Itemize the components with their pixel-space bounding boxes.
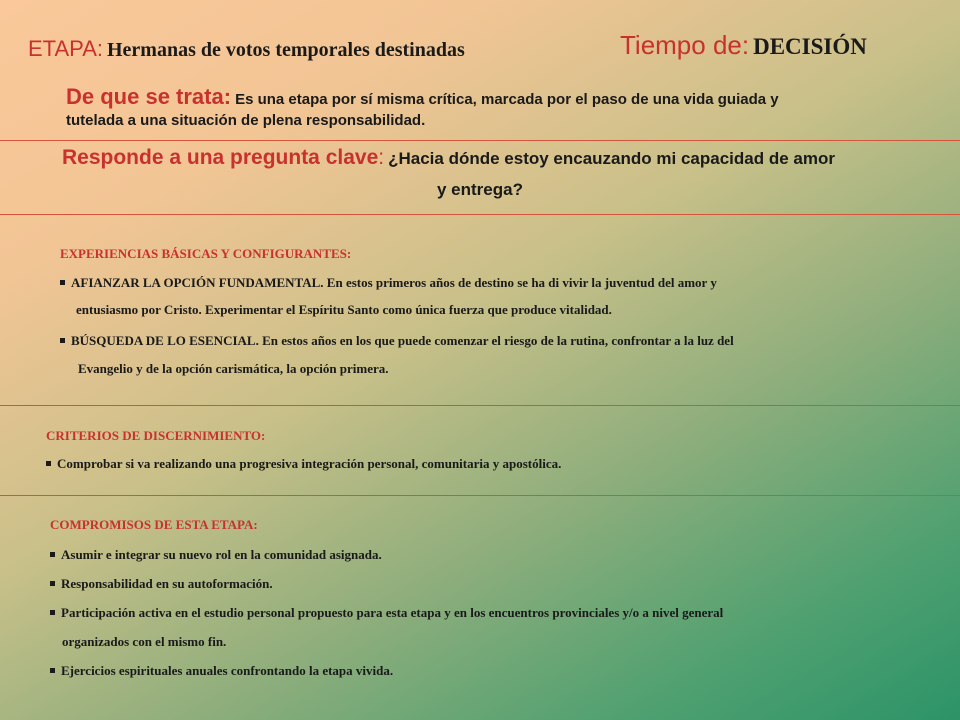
criterio-item-1: Comprobar si va realizando una progresiva integración personal, comunitaria y apostólica. <box>46 456 561 472</box>
compromiso-item-3-cont: organizados con el mismo fin. <box>62 634 227 649</box>
pregunta-line1 <box>62 146 835 170</box>
compromiso-item-1: Asumir e integrar su nuevo rol en la comunidad asignada. <box>50 547 382 563</box>
pregunta-label: Responde a una pregunta clave <box>62 146 379 169</box>
criterios-title: CRITERIOS DE DISCERNIMIENTO: <box>46 428 266 443</box>
compromiso-item-3: Participación activa en el estudio personal propuesto para esta etapa y en los encuentros provinciales y/o a nivel general <box>50 605 723 621</box>
bullet-square-icon <box>50 610 55 615</box>
que-trata-text1: Es una etapa por sí misma crítica, marcada por el paso de una vida guiada y <box>235 91 779 108</box>
bullet-square-icon <box>60 338 65 343</box>
pregunta-colon: : <box>378 146 385 169</box>
compromiso-item-4: Ejercicios espirituales anuales confrontando la etapa vivida. <box>50 663 393 679</box>
experiencias-title: EXPERIENCIAS BÁSICAS Y CONFIGURANTES: <box>60 246 352 261</box>
etapa-colon: : <box>96 36 103 61</box>
experiencia-item-2-cont: Evangelio y de la opción carismática, la opción primera. <box>78 361 389 376</box>
experiencia-item-1-cont: entusiasmo por Cristo. Experimentar el Espíritu Santo como única fuerza que produce vitalidad. <box>76 302 612 317</box>
tiempo-heading <box>620 30 867 61</box>
bullet-square-icon <box>50 668 55 673</box>
etapa-heading <box>28 36 465 62</box>
bullet-square-icon <box>46 461 51 466</box>
tiempo-value: DECISIÓN <box>753 34 867 59</box>
que-trata-label: De que se trata: <box>66 84 232 109</box>
bullet-square-icon <box>50 552 55 557</box>
experiencia-item-2: BÚSQUEDA DE LO ESENCIAL. En estos años en los que puede comenzar el riesgo de la rutina, confrontar a la luz del <box>60 333 734 349</box>
compromiso-item-2: Responsabilidad en su autoformación. <box>50 576 273 592</box>
tiempo-label: Tiempo de: <box>620 30 750 60</box>
divider-4 <box>0 495 960 496</box>
bullet-square-icon <box>50 581 55 586</box>
etapa-value: Hermanas de votos temporales destinadas <box>107 39 465 61</box>
compromisos-title: COMPROMISOS DE ESTA ETAPA: <box>50 517 258 532</box>
bullet-square-icon <box>60 280 65 285</box>
etapa-label: ETAPA <box>28 36 97 61</box>
que-trata-line1 <box>66 84 779 110</box>
pregunta-text2: y entrega? <box>437 180 523 199</box>
que-trata-text2: tutelada a una situación de plena responsabilidad. <box>66 112 426 129</box>
experiencia-item-1: AFIANZAR LA OPCIÓN FUNDAMENTAL. En estos primeros años de destino se ha di vivir la juventud del amor y <box>60 275 717 291</box>
divider-1 <box>0 140 960 141</box>
pregunta-text1: ¿Hacia dónde estoy encauzando mi capacidad de amor <box>388 149 835 168</box>
divider-3 <box>0 405 960 406</box>
divider-2 <box>0 214 960 215</box>
